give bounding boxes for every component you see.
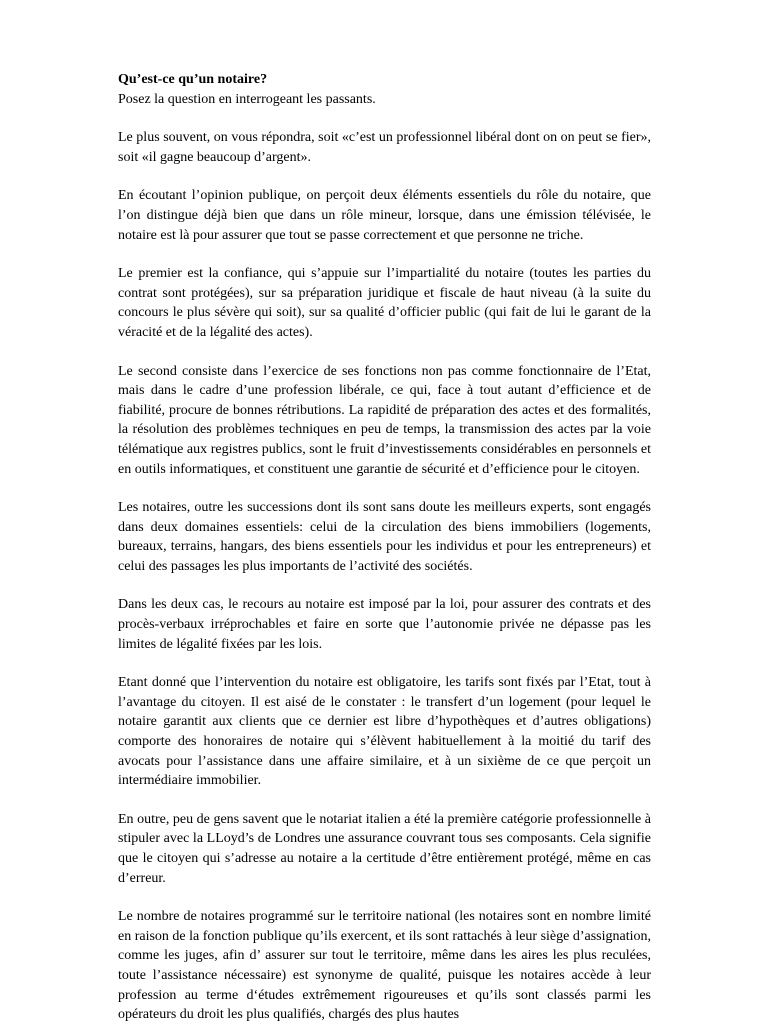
paragraph-5: Les notaires, outre les successions dont ils sont sans doute les meilleurs experts, sont engagés dans deux domaines essentiels: celui de la circulation des biens immobiliers (logements, bureaux, terrains, hangars, des biens essentiels pour les individus et pour les entrepreneurs) et celui des passages les plus importants de l’activité des sociétés. [118,500,651,574]
paragraph-4: Le second consiste dans l’exercice de ses fonctions non pas comme fonctionnaire de l’Etat, mais dans le cadre d’une profession libérale, ce qui, face à tout autant d’efficience et de fiabilité, procure de bonnes rétributions. La rapidité de préparation des actes et des formalités, la résolution des problèmes techniques en peu de temps, la transmission des actes par la voie télématique aux registres publics, sont le fruit d’investissements considérables en personnels et en outils informatiques, et constituent une garantie de sécurité et d’efficience pour le citoyen. [118,363,651,477]
paragraph-8: En outre, peu de gens savent que le notariat italien a été la première catégorie professionnelle à stipuler avec la LLoyd’s de Londres une assurance couvrant tous ses composants. Cela signifie que le citoyen qui s’adresse au notaire a la certitude d’être entièrement protégé, même en cas d’erreur. [118,811,651,886]
document-page [118,70,651,1025]
paragraph-3: Le premier est la confiance, qui s’appuie sur l’impartialité du notaire (toutes les parties du contrat sont protégées), sur sa préparation juridique et fiscale de haut niveau (à la suite du concours le plus sévère qui soit), sur sa qualité d’officier public (qui fait de lui le garant de la véracité et de la légalité des actes). [118,266,651,340]
paragraph-7: Etant donné que l’intervention du notaire est obligatoire, les tarifs sont fixés par l’Etat, tout à l’avantage du citoyen. Il est aisé de le constater : le transfert d’un logement (pour lequel le notaire garantit aux clients que ce dernier est libre d’hypothèques et d’autres obligations) comporte des honoraires de notaire qui s’élèvent habituellement à la moitié du tarif des avocats pour l’assistance dans une affaire similaire, et à un sixième de ce que perçoit un intermédiaire immobilier. [118,675,651,789]
paragraph-2: En écoutant l’opinion publique, on perçoit deux éléments essentiels du rôle du notaire, que l’on distingue déjà bien que dans un rôle mineur, lorsque, dans une émission télévisée, le notaire est là pour assurer que tout se passe correctement et que personne ne triche. [118,188,651,243]
paragraph-9: Le nombre de notaires programmé sur le territoire national (les notaires sont en nombre limité en raison de la fonction publique qu’ils exercent, et ils sont rattachés à leur siège d’assignation, comme les juges, afin d’ assurer sur tout le territoire, même dans les aires les plus reculées, toute l’assistance nécessaire) est synonyme de qualité, puisque les notaires accède à leur profession au terme d‘études extrêmement rigoureuses et qu’ils sont classés parmi les opérateurs du droit les plus qualifiés, chargés des plus hautes [118,909,652,1023]
document-title: Qu’est-ce qu’un notaire? [118,72,268,87]
paragraph-6: Dans les deux cas, le recours au notaire est imposé par la loi, pour assurer des contrats et des procès-verbaux irréprochables et faire en sorte que l’autonomie privée ne dépasse pas les limites de légalité fixées par les lois. [118,597,651,652]
paragraph-1: Le plus souvent, on vous répondra, soit «c’est un professionnel libéral dont on on peut se fier», soit «il gagne beaucoup d’argent». [118,130,651,165]
intro-line: Posez la question en interrogeant les passants. [118,91,376,107]
